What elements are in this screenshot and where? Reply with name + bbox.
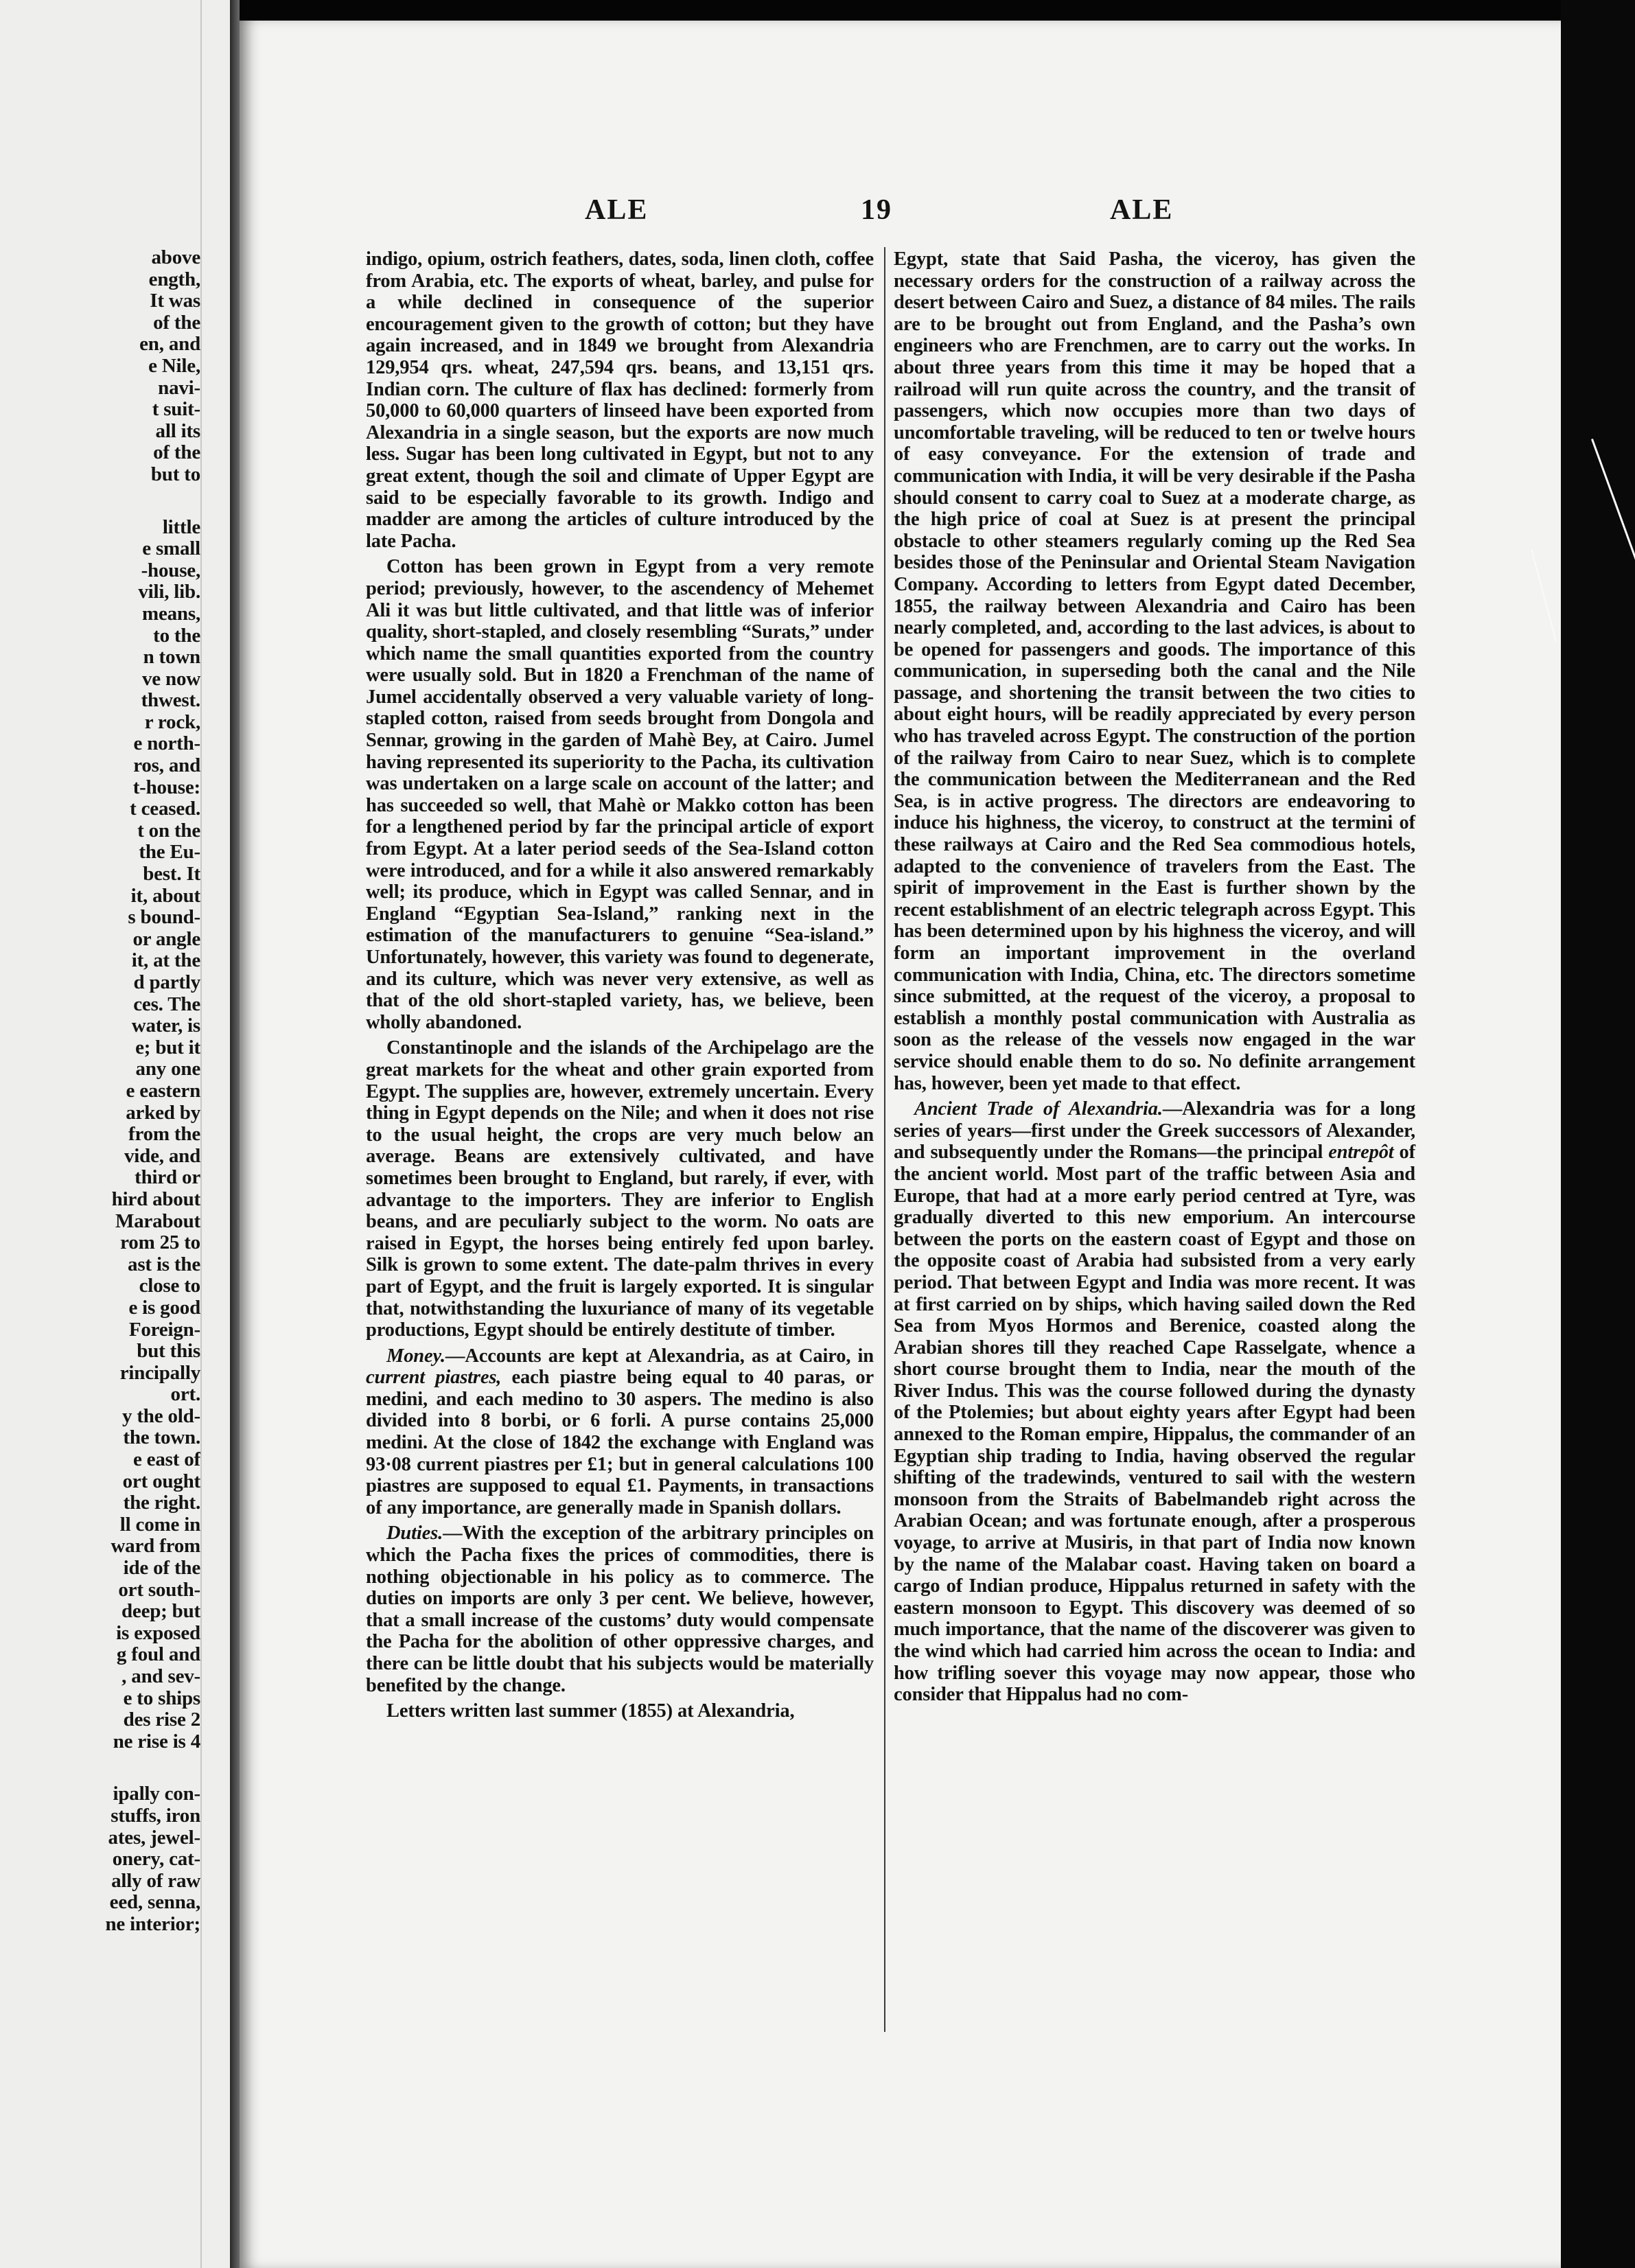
ancient-trade-text-b: of the ancient world. Most part of the traffic between Asia and Europe, that had at a more early period centred at Tyre, was gradually diverted to this new emporium. An intercourse between the ports on the eastern coast of Egypt and those on the opposite coast of Arabia had subsisted from a very early period. That between Egypt and India was more recent. It was at first carried on by ships, which having sailed down the Red Sea from Myos Hormos and Berenice, coasted along the Arabian shores till they reached Cape Rasselgate, whence a short course brought them to India, near the mouth of the River Indus. This was the course followed during the dynasty of the Ptolemies; but about eighty years after Egypt had been annexed to the Roman empire, Hippalus, the commander of an Egyptian ship trading to India, having observed the regular shifting of the tradewinds, ventured to sail with the western monsoon from the Straits of Babelmandeb right across the Arabian Ocean; and was fortunate enough, after a prosperous voyage, to arrive at Musiris, in that part of India now known by the name of the Malabar coast. Having taken on board a cargo of Indian produce, Hippalus returned in safety with the eastern monsoon to Egypt. This discovery was deemed of so much importance, that the name of the discoverer was given to the wind which had carried him across the ocean to India: and how trifling soever this voyage may now appear, those who consider that Hippalus had no com-: [894, 1142, 1415, 1706]
facing-page-line: stuffs, iron: [111, 1804, 200, 1827]
money-text-b: each piastre being equal to 40 paras, or medini, and each medino to 30 aspers. The medino is also divided into 8 borbi, or 6 forli. A purse contains 25,000 medini. At the close of 1842 the exchange with England was 93·08 current piastres per £1; but in general calculations 100 piastres are supposed to equal £1. Payments, in transactions of any importance, are generally made in Spanish dollars.: [366, 1367, 874, 1518]
facing-page-line: e eastern: [126, 1079, 200, 1102]
facing-page-line: ort.: [170, 1383, 200, 1406]
facing-page-line: e is good: [128, 1296, 200, 1319]
facing-page-line: d partly: [133, 971, 200, 993]
facing-page-line: arked by: [126, 1101, 200, 1124]
facing-page-line: t suit-: [152, 398, 200, 421]
facing-page-line: ally of raw: [111, 1869, 200, 1892]
facing-page-line: , and sev-: [121, 1665, 200, 1687]
facing-page-line: means,: [142, 602, 200, 625]
ancient-trade-text-a: —Alexandria was for a long series of years—first under the Greek successors of Alexander, and subsequently under the Romans—the principal: [894, 1098, 1415, 1164]
facing-page-line: to the: [153, 624, 200, 647]
facing-page-line: little: [162, 516, 200, 538]
facing-page-rule: [200, 0, 202, 2268]
facing-page-line: of the: [153, 311, 200, 334]
facing-page-line: best. It: [143, 863, 200, 886]
facing-page-line: ide of the: [123, 1557, 200, 1579]
paragraph-cotton-text: Cotton has been grown in Egypt from a very remote period; previously, however, to the ascendency of Mehemet Ali it was but little cultivated, and that little was of inferior quality, short-stapled, and closely resembling “Surats,” under which name the small quantities exported from the country were usually sold. But in 1820 a Frenchman of the name of Jumel accidentally observed a very valuable variety of long-stapled cotton, raised from seeds brought from Dongola and Sennar, growing in the garden of Mahè Bey, at Cairo. Jumel having represented its superiority to the Pacha, its cultivation was undertaken on a large scale on account of the latter; and has succeeded so well, that Mahè or Makko cotton has been for a lengthened period by far the principal article of export from Egypt. At a later period seeds of the Sea-Island cotton were introduced, and for a while it also answered remarkably well; its produce, which in Egypt was called Sennar, and in England “Egyptian Sea-Island,” ranking next in the estimation of the manufacturers to genuine “Sea-island.” Unfortunately, however, this variety was found to degenerate, and its culture, which was never very extensive, as well as that of the old short-stapled variety, has, we believe, been wholly abandoned.: [366, 556, 874, 1033]
facing-page-line: of the: [153, 441, 200, 464]
facing-page-line: It was: [150, 290, 200, 312]
facing-page-line: vide, and: [124, 1144, 200, 1167]
facing-page-line: hird about: [111, 1188, 200, 1210]
facing-page-line: the town.: [123, 1426, 200, 1449]
facing-page-line: ipally con-: [113, 1783, 200, 1805]
facing-page-line: above: [151, 246, 200, 268]
page-number: 19: [861, 194, 892, 226]
column-rule: [884, 247, 885, 2032]
facing-page-line: e Nile,: [148, 354, 200, 377]
facing-page-line: ength,: [148, 268, 200, 290]
duties-text: —With the exception of the arbitrary principles on which the Pacha fixes the prices of commodities, there is nothing objectionable in his policy as to commerce. The duties on imports are only 3 per cent. We believe, however, that a small increase of the customs’ duty would compensate the Pacha for the abolition of other oppressive charges, and there can be little doubt that his subjects would be materially benefited by the change.: [366, 1523, 874, 1696]
facing-page-line: all its: [155, 419, 200, 442]
facing-page-line: ros, and: [133, 754, 200, 777]
facing-page-line: rincipally: [119, 1361, 200, 1384]
facing-page-line: water, is: [131, 1015, 200, 1037]
paragraph-money: [366, 1345, 874, 1519]
facing-page-line: ll come in: [119, 1513, 200, 1536]
facing-page-fragment: [0, 0, 230, 2268]
facing-page-line: -house,: [141, 559, 200, 581]
facing-page-line: it, at the: [131, 949, 200, 972]
facing-page-line: ne interior;: [105, 1912, 200, 1935]
column-right: [894, 248, 1415, 1710]
duties-heading: Duties.: [386, 1523, 443, 1544]
facing-page-line: deep; but: [121, 1600, 200, 1623]
facing-page-line: e east of: [132, 1448, 200, 1471]
paragraph-markets: [366, 1037, 874, 1341]
paragraph-railway: Egypt, state that Said Pasha, the viceroy, has given the necessary orders for the construction of a railway across the desert between Cairo and Suez, a distance of 84 miles. The rails are to be brought out from England, and the Pasha’s own engineers who are Frenchmen, are to carry out the works. In about three years from this time it may be hoped that a railroad will run quite across the country, and the transit of passengers, which now occupies more than two days of uncomfortable traveling, will be reduced to ten or twelve hours of easy conveyance. For the extension of trade and communication with India, it will be very desirable if the Pasha should consent to carry coal to Suez at a moderate charge, as the high price of coal at Suez is at present the principal obstacle to other steamers regularly coming up the Red Sea besides those of the Peninsular and Oriental Steam Navigation Company. According to letters from Egypt dated December, 1855, the railway between Alexandria and Cairo has been nearly completed, and, according to the last advices, is about to be opened for passengers and goods. The importance of this communication, in superseding both the canal and the Nile passage, and shortening the transit between the two cities to about eight hours, will be readily appreciated by every person who has traveled across Egypt. The construction of the portion of the railway from Cairo to near Suez, which is to complete the communication between the Mediterranean and the Red Sea, is in active progress. The directors are endeavoring to induce his highness, the viceroy, to construct at the termini of these railways at Cairo and the Red Sea commodious hotels, adapted to the convenience of travelers from the East. The spirit of improvement in the East is further shown by the recent establishment of an electric telegraph across Egypt. This has been determined upon by his highness the viceroy, and will form an important improvement in the overland communication with India, China, etc. The directors sometime since submitted, at the request of the viceroy, a proposal to establish a monthly postal communication with Australia as soon as the release of the vessels now engaged in the war service should enable them to do so. No definite arrangement has, however, been yet made to that effect.: [894, 248, 1415, 1094]
facing-page-line: vili, lib.: [138, 581, 200, 603]
facing-page-line: thwest.: [141, 689, 200, 712]
facing-page-line: [0, 1752, 200, 1783]
facing-page-line: ast is the: [128, 1253, 200, 1275]
facing-page-line: t-house:: [132, 776, 200, 798]
facing-page-line: onery, cat-: [112, 1848, 200, 1871]
facing-page-line: ort south-: [118, 1578, 200, 1601]
facing-page-line: the Eu-: [139, 841, 200, 864]
facing-page-line: from the: [128, 1123, 200, 1146]
ancient-trade-italic: entrepôt: [1328, 1142, 1394, 1164]
letters-text: Letters written last summer (1855) at Alexandria,: [386, 1700, 795, 1722]
money-italic: current piastres,: [366, 1367, 502, 1389]
facing-page-line: e north-: [133, 732, 200, 755]
paragraph-markets-text: Constantinople and the islands of the Archipelago are the great markets for the wheat and other grain exported from Egypt. The supplies are, however, extremely uncertain. Every thing in Egypt depends on the Nile; and when it does not rise to the usual height, the crops are very much below an average. Beans are extensively cultivated, and have sometimes been brought to England, but rarely, if ever, with advantage to the importers. They are inferior to English beans, and are peculiarly subject to the worm. No oats are raised in Egypt, the horses being entirely fed upon barley. Silk is grown to some extent. The date-palm thrives in every part of Egypt, and the fruit is largely exported. It is singular that, notwithstanding the luxuriance of many of its vegetable productions, Egypt should be entirely destitute of timber.: [366, 1037, 874, 1341]
facing-page-line: or angle: [132, 927, 200, 950]
right-page-edge: [1561, 0, 1635, 2268]
paragraph-ancient-trade: [894, 1098, 1415, 1706]
facing-page-line: n town: [143, 646, 200, 669]
facing-page-line: ne rise is 4: [113, 1730, 200, 1752]
facing-page-line: navi-: [158, 376, 200, 399]
facing-page-line: rom 25 to: [120, 1231, 200, 1254]
book-gutter: [230, 0, 240, 2268]
facing-page-line: e small: [142, 537, 200, 560]
facing-page-line: g foul and: [116, 1643, 200, 1666]
facing-page-line: the right.: [123, 1492, 200, 1514]
column-left: [366, 248, 874, 1726]
facing-page-line: t on the: [137, 819, 200, 842]
facing-page-line: any one: [135, 1058, 200, 1080]
facing-page-line: but this: [137, 1340, 200, 1363]
facing-page-line: is exposed: [116, 1621, 200, 1644]
facing-page-line: eed, senna,: [109, 1891, 200, 1914]
facing-page-line: s bound-: [128, 906, 200, 929]
facing-page-line: e to ships: [123, 1687, 200, 1709]
paragraph-letters: [366, 1700, 874, 1722]
facing-page-line: ward from: [111, 1535, 200, 1558]
facing-page-line: ates, jewel-: [108, 1826, 200, 1849]
facing-page-line: Foreign-: [128, 1318, 200, 1341]
facing-page-line: Marabout: [115, 1210, 200, 1232]
facing-page-line: it, about: [130, 884, 200, 907]
paragraph-duties: [366, 1523, 874, 1696]
money-heading: Money.: [386, 1345, 445, 1367]
facing-page-text: [0, 247, 200, 1936]
facing-page-line: r rock,: [144, 710, 200, 733]
facing-page-line: ve now: [142, 667, 200, 690]
running-head-left: ALE: [585, 194, 649, 226]
facing-page-line: ort ought: [122, 1470, 200, 1492]
facing-page-line: [0, 486, 200, 517]
facing-page-line: close to: [139, 1275, 200, 1297]
facing-page-line: y the old-: [121, 1404, 200, 1427]
paragraph-exports: indigo, opium, ostrich feathers, dates, soda, linen cloth, coffee from Arabia, etc. The exports of wheat, barley, and pulse for a while declined in consequence of the superior encouragement given to the growth of cotton; but they have again increased, and in 1849 we brought from Alexandria 129,954 qrs. wheat, 247,594 qrs. beans, and 13,151 qrs. Indian corn. The culture of flax has declined: formerly from 50,000 to 60,000 quarters of linseed have been exported from Alexandria in a single season, but the exports are now much less. Sugar has been long cultivated in Egypt, but not to any great extent, though the soil and climate of Upper Egypt are said to be especially favorable to its growth. Indigo and madder are among the articles of culture introduced by the late Pacha.: [366, 248, 874, 552]
facing-page-line: des rise 2: [123, 1709, 200, 1731]
facing-page-line: third or: [135, 1166, 200, 1189]
facing-page-line: ces. The: [133, 993, 200, 1015]
facing-page-line: but to: [150, 463, 200, 485]
paragraph-cotton: [366, 556, 874, 1033]
facing-page-line: en, and: [139, 333, 200, 356]
facing-page-line: e; but it: [135, 1036, 200, 1058]
running-head-right: ALE: [1110, 194, 1174, 226]
facing-page-line: t ceased.: [130, 798, 200, 820]
money-text-a: —Accounts are kept at Alexandria, as at Cairo, in: [445, 1345, 874, 1367]
ancient-trade-heading: Ancient Trade of Alexandria.: [914, 1098, 1163, 1120]
